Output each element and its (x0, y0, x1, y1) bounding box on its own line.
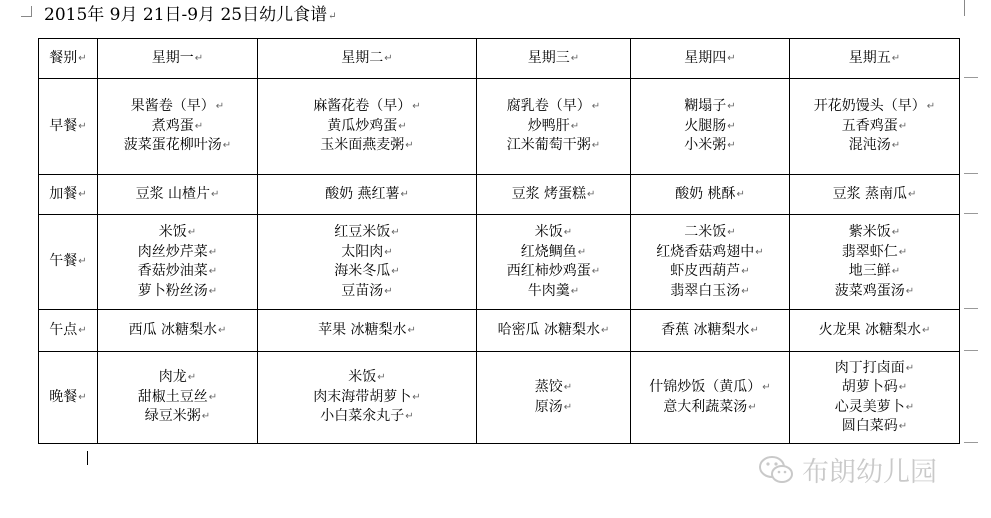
paragraph-mark-icon: ↵ (570, 52, 580, 64)
cell-text: 加餐 (49, 185, 78, 202)
cell-line (631, 282, 789, 302)
cell-line (258, 97, 476, 117)
cell-text: 星期一 (151, 49, 194, 66)
cell-line (631, 262, 789, 282)
menu-cell (98, 79, 258, 175)
row-margin-mark (964, 213, 978, 214)
paragraph-mark-icon: ↵ (905, 401, 915, 413)
cell-text: 翡翠白玉汤 (670, 282, 741, 299)
text-cursor (87, 451, 88, 465)
paragraph-mark-icon: ↵ (400, 188, 409, 200)
header-row (39, 39, 960, 79)
cell-text: 五香鸡蛋 (841, 117, 898, 134)
menu-cell (790, 215, 960, 310)
cell-text: 江米葡萄干粥 (506, 137, 591, 154)
paragraph-mark-icon: ↵ (891, 266, 901, 277)
cell-text: 胡萝卜码 (841, 379, 898, 395)
menu-cell (477, 310, 631, 352)
cell-text: 太阳肉 (341, 243, 384, 260)
document-title (44, 4, 337, 28)
paragraph-mark-icon: ↵ (218, 324, 227, 336)
paragraph-mark-icon: ↵ (570, 285, 580, 297)
cell-line (98, 243, 257, 263)
cell-line (790, 398, 959, 418)
cell-line (790, 321, 959, 341)
cell-text: 肉丁打卤面 (834, 359, 905, 376)
paragraph-mark-icon: ↵ (384, 52, 393, 64)
cell-line (98, 136, 257, 156)
cell-line (477, 378, 630, 398)
paragraph-mark-icon: ↵ (570, 120, 580, 132)
cell-line (39, 388, 97, 408)
paragraph-mark-icon: ↵ (187, 372, 197, 384)
row-margin-mark (964, 308, 978, 309)
cell-text: 红烧香菇鸡翅中 (656, 243, 755, 260)
day-header-cell (790, 39, 960, 79)
day-header-cell (477, 39, 631, 79)
row-margin-mark (964, 173, 978, 174)
meal-label-cell (39, 215, 98, 310)
cell-line (790, 417, 959, 437)
cell-line (98, 49, 257, 69)
paragraph-mark-icon: ↵ (384, 246, 393, 258)
meal-row (39, 215, 960, 310)
cell-line (477, 117, 630, 137)
cell-text: 火龙果 冰糖梨水 (818, 321, 922, 338)
row-margin-mark (964, 77, 978, 78)
cell-text: 意大利蔬菜汤 (663, 398, 748, 415)
paragraph-mark-icon: ↵ (208, 285, 218, 297)
page-corner-mark (21, 6, 32, 17)
cell-line (477, 262, 630, 282)
cell-text: 炒鸭肝 (527, 117, 570, 134)
cell-line (790, 185, 959, 205)
watermark (758, 450, 937, 489)
cell-text: 什锦炒饭（黄瓜） (649, 379, 762, 395)
cell-text: 糊塌子 (684, 98, 727, 115)
paragraph-mark-icon: ↵ (727, 227, 736, 238)
cell-line (98, 368, 257, 388)
cell-text: 星期三 (527, 49, 570, 66)
menu-cell (790, 79, 960, 175)
cell-text: 煮鸡蛋 (151, 117, 194, 134)
cell-line (98, 321, 257, 341)
cell-line (631, 49, 789, 69)
cell-text: 午餐 (49, 253, 78, 270)
paragraph-mark-icon: ↵ (398, 120, 407, 132)
menu-cell (477, 352, 631, 444)
cell-line (631, 398, 789, 418)
menu-cell (477, 175, 631, 215)
cell-text: 星期四 (684, 49, 727, 66)
cell-text: 午点 (49, 321, 78, 338)
cell-line (790, 359, 959, 379)
cell-text: 腐乳卷（早） (506, 98, 591, 115)
paragraph-mark-icon: ↵ (211, 188, 220, 200)
cell-line (258, 388, 476, 408)
cell-text: 哈密瓜 冰糖梨水 (497, 321, 601, 338)
paragraph-mark-icon: ↵ (208, 391, 218, 403)
cell-line (631, 185, 789, 205)
paragraph-mark-icon: ↵ (891, 52, 901, 64)
cell-line (790, 223, 959, 243)
paragraph-mark-icon: ↵ (78, 188, 87, 200)
cell-line (477, 321, 630, 341)
paragraph-mark-icon: ↵ (891, 140, 901, 152)
cell-text: 西红柿炒鸡蛋 (506, 263, 591, 279)
cell-line (98, 282, 257, 302)
cell-line (258, 262, 476, 282)
cell-text: 二米饭 (684, 224, 727, 240)
paragraph-mark-icon: ↵ (78, 391, 87, 403)
cell-text: 豆苗汤 (341, 282, 384, 299)
cell-text: 晚餐 (49, 388, 78, 405)
cell-text: 肉龙 (158, 369, 187, 386)
paragraph-mark-icon: ↵ (741, 266, 750, 277)
paragraph-mark-icon: ↵ (78, 256, 87, 268)
cell-text: 玉米面燕麦粥 (320, 137, 405, 154)
cell-text: 麻酱花卷（早） (313, 98, 412, 115)
paragraph-mark-icon: ↵ (898, 382, 908, 393)
menu-cell (98, 215, 258, 310)
paragraph-mark-icon: ↵ (215, 101, 225, 113)
cell-line (98, 262, 257, 282)
cell-text: 小米粥 (684, 137, 727, 154)
paragraph-mark-icon: ↵ (222, 140, 232, 152)
cell-text: 香蕉 冰糖梨水 (661, 321, 750, 338)
cell-line (258, 368, 476, 388)
row-margin-mark (964, 442, 978, 443)
cell-line (631, 136, 789, 156)
paragraph-mark-icon: ↵ (208, 266, 218, 277)
cell-text: 苹果 冰糖梨水 (318, 321, 407, 338)
menu-cell (631, 215, 790, 310)
paragraph-mark-icon: ↵ (591, 101, 601, 113)
cell-text: 紫米饭 (848, 224, 891, 240)
paragraph-mark-icon: ↵ (591, 140, 601, 152)
cell-text: 星期五 (848, 49, 891, 66)
cell-line (790, 262, 959, 282)
cell-line (477, 282, 630, 302)
paragraph-mark-icon: ↵ (407, 324, 416, 336)
paragraph-mark-icon: ↵ (377, 372, 386, 384)
meal-row (39, 352, 960, 444)
cell-line (790, 117, 959, 137)
cell-line (790, 282, 959, 302)
cell-text: 星期二 (341, 49, 384, 66)
cell-line (98, 407, 257, 427)
meal-label-cell (39, 175, 98, 215)
paragraph-mark-icon: ↵ (187, 227, 197, 238)
title-text: 2015年 9月 21日-9月 25日幼儿食谱 (44, 5, 328, 25)
cell-line (477, 49, 630, 69)
paragraph-mark-icon: ↵ (727, 140, 736, 152)
paragraph-mark-icon: ↵ (601, 324, 610, 336)
paragraph-mark-icon: ↵ (905, 362, 915, 374)
cell-line (39, 252, 97, 272)
cell-text: 酸奶 桃酥 (675, 185, 736, 202)
header-meal-cell (39, 39, 98, 79)
cell-text: 果酱卷（早） (130, 98, 215, 115)
paragraph-mark-icon: ↵ (898, 120, 908, 132)
menu-cell (790, 310, 960, 352)
cell-line (631, 117, 789, 137)
cell-text: 蒸饺 (534, 379, 563, 395)
cell-text: 小白菜氽丸子 (320, 408, 405, 425)
watermark-text: 布朗幼儿园 (802, 457, 937, 488)
menu-cell (258, 79, 477, 175)
meal-label-cell (39, 352, 98, 444)
cell-line (477, 243, 630, 263)
cell-text: 肉末海带胡萝卜 (313, 388, 412, 405)
cell-line (258, 117, 476, 137)
cell-text: 翡翠虾仁 (841, 243, 898, 260)
menu-table (38, 38, 960, 444)
paragraph-mark-icon: ↵ (208, 246, 218, 258)
paragraph-mark-icon: ↵ (922, 324, 931, 336)
cell-line (258, 243, 476, 263)
cell-line (98, 223, 257, 243)
paragraph-mark-icon: ↵ (736, 188, 745, 200)
paragraph-mark-icon: ↵ (412, 101, 421, 113)
meal-label-cell (39, 310, 98, 352)
cell-line (477, 136, 630, 156)
cell-text: 豆浆 山楂片 (135, 185, 211, 202)
menu-cell (790, 175, 960, 215)
cell-line (477, 97, 630, 117)
cell-text: 绿豆米粥 (144, 408, 201, 425)
cell-text: 虾皮西葫芦 (670, 263, 741, 279)
cell-line (258, 223, 476, 243)
paragraph-mark-icon: ↵ (391, 227, 400, 238)
paragraph-mark-icon: ↵ (898, 421, 908, 432)
paragraph-mark-icon: ↵ (391, 266, 400, 277)
cell-line (631, 97, 789, 117)
day-header-cell (258, 39, 477, 79)
cell-line (98, 185, 257, 205)
cell-line (39, 117, 97, 137)
menu-cell (258, 215, 477, 310)
cell-text: 香菇炒油菜 (137, 263, 208, 279)
menu-cell (477, 79, 631, 175)
paragraph-mark-icon: ↵ (405, 140, 414, 152)
cell-text: 菠菜蛋花柳叶汤 (123, 137, 222, 154)
paragraph-mark-icon: ↵ (412, 391, 421, 403)
cell-line (39, 49, 97, 69)
cell-line (631, 321, 789, 341)
cell-text: 西瓜 冰糖梨水 (128, 321, 218, 338)
paragraph-mark-icon: ↵ (891, 227, 901, 238)
cell-text: 火腿肠 (684, 117, 727, 134)
paragraph-mark-icon: ↵ (78, 52, 87, 64)
cell-line (258, 321, 476, 341)
cell-text: 肉丝炒芹菜 (137, 243, 208, 260)
cell-text: 甜椒土豆丝 (137, 388, 208, 405)
paragraph-mark-icon: ↵ (587, 188, 596, 200)
paragraph-mark-icon: ↵ (727, 101, 736, 113)
cell-line (790, 136, 959, 156)
paragraph-mark-icon: ↵ (194, 52, 204, 64)
menu-cell (98, 175, 258, 215)
paragraph-mark-icon: ↵ (755, 246, 764, 258)
menu-cell (631, 352, 790, 444)
paragraph-mark-icon: ↵ (762, 382, 771, 393)
meal-label-cell (39, 79, 98, 175)
cell-line (98, 97, 257, 117)
cell-line (631, 223, 789, 243)
menu-cell (631, 175, 790, 215)
cell-text: 开花奶馒头（早） (813, 98, 926, 115)
paragraph-mark-icon: ↵ (591, 266, 601, 277)
page-margin-mark (964, 0, 965, 16)
paragraph-mark-icon: ↵ (405, 411, 414, 423)
paragraph-mark-icon: ↵ (750, 324, 759, 336)
cell-line (39, 321, 97, 341)
cell-text: 餐别 (49, 49, 78, 66)
cell-text: 原汤 (534, 398, 563, 415)
paragraph-mark-icon: ↵ (563, 227, 573, 238)
paragraph-mark-icon: ↵ (384, 285, 393, 297)
cell-line (477, 398, 630, 418)
cell-text: 心灵美萝卜 (834, 398, 905, 415)
paragraph-mark-icon: ↵ (898, 246, 908, 258)
paragraph-mark-icon: ↵ (748, 401, 757, 413)
menu-cell (258, 352, 477, 444)
paragraph-mark-icon: ↵ (727, 52, 736, 64)
cell-line (98, 388, 257, 408)
paragraph-mark-icon: ↵ (563, 401, 573, 413)
menu-cell (258, 310, 477, 352)
menu-cell (258, 175, 477, 215)
row-margin-mark (964, 350, 978, 351)
cell-line (477, 223, 630, 243)
cell-text: 菠菜鸡蛋汤 (834, 282, 905, 299)
cell-line (258, 185, 476, 205)
cell-line (477, 185, 630, 205)
paragraph-mark-icon: ↵ (741, 285, 750, 297)
paragraph-mark-icon: ↵ (577, 246, 587, 258)
cell-text: 米饭 (348, 369, 377, 386)
paragraph-mark-icon: ↵ (78, 120, 87, 132)
day-header-cell (631, 39, 790, 79)
cell-line (790, 49, 959, 69)
cell-line (631, 243, 789, 263)
menu-cell (98, 310, 258, 352)
cell-text: 豆浆 烤蛋糕 (511, 185, 587, 202)
paragraph-mark-icon: ↵ (905, 285, 915, 297)
cell-line (790, 97, 959, 117)
paragraph-mark-icon: ↵ (926, 101, 936, 113)
cell-text: 早餐 (49, 117, 78, 134)
paragraph-mark-icon: ↵ (78, 324, 87, 336)
cell-text: 红烧鲷鱼 (520, 243, 577, 260)
cell-line (790, 243, 959, 263)
cell-line (98, 117, 257, 137)
menu-cell (477, 215, 631, 310)
cell-text: 萝卜粉丝汤 (137, 282, 208, 299)
meal-row (39, 175, 960, 215)
menu-cell (790, 352, 960, 444)
cell-text: 豆浆 蒸南瓜 (832, 185, 908, 202)
cell-line (631, 378, 789, 398)
cell-text: 酸奶 燕红薯 (325, 185, 400, 202)
wechat-icon (758, 455, 794, 485)
menu-cell (631, 79, 790, 175)
cell-line (258, 407, 476, 427)
meal-row (39, 79, 960, 175)
cell-text: 牛肉羹 (527, 282, 570, 299)
cell-line (39, 185, 97, 205)
meal-row (39, 310, 960, 352)
paragraph-mark-icon: ↵ (727, 120, 736, 132)
menu-cell (631, 310, 790, 352)
cell-text: 黄瓜炒鸡蛋 (327, 117, 398, 134)
cell-line (790, 378, 959, 398)
paragraph-mark-icon: ↵ (201, 411, 211, 423)
cell-text: 海米冬瓜 (334, 263, 391, 279)
cell-line (258, 282, 476, 302)
cell-text: 地三鲜 (848, 263, 891, 279)
cell-text: 红豆米饭 (334, 224, 391, 240)
paragraph-mark-icon: ↵ (194, 120, 204, 132)
menu-cell (98, 352, 258, 444)
paragraph-mark-icon: ↵ (328, 11, 337, 22)
paragraph-mark-icon: ↵ (908, 188, 917, 200)
paragraph-mark-icon: ↵ (563, 382, 573, 393)
cell-text: 米饭 (158, 224, 187, 240)
cell-text: 米饭 (534, 224, 563, 240)
cell-text: 混沌汤 (848, 137, 891, 154)
cell-text: 圆白菜码 (841, 418, 898, 434)
cell-line (258, 136, 476, 156)
cell-line (258, 49, 476, 69)
day-header-cell (98, 39, 258, 79)
